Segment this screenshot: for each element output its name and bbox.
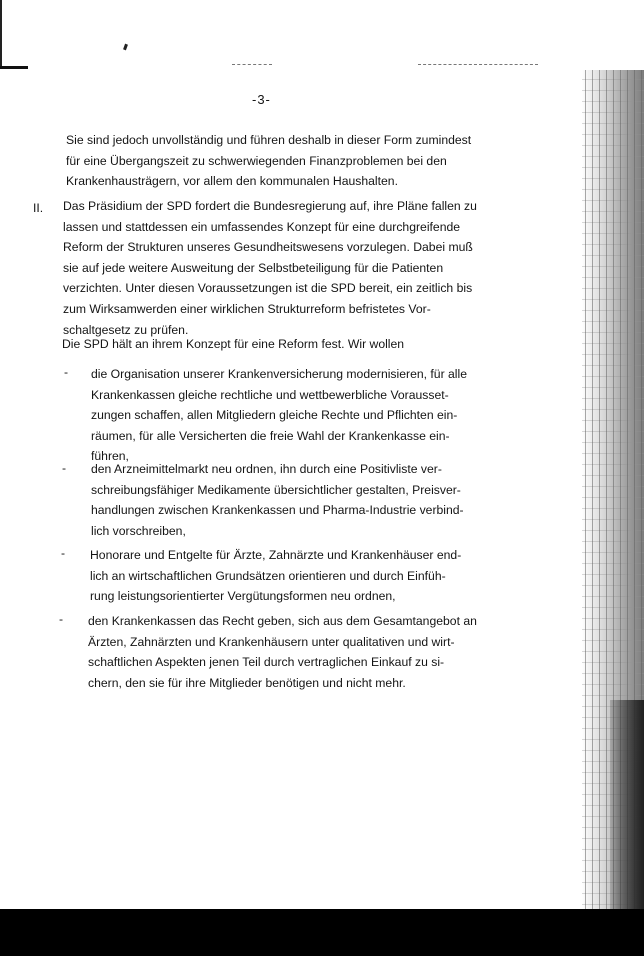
- text-line: die Organisation unserer Krankenversicherung modernisieren, für alle: [91, 367, 467, 381]
- bullet-item: [90, 545, 461, 607]
- text-line: rung leistungsorientierter Vergütungsformen neu ordnen,: [90, 589, 396, 604]
- scan-border-vertical: [0, 0, 2, 68]
- section-ii-paragraph: [63, 196, 477, 340]
- section-marker: II.: [33, 201, 44, 215]
- text-line: Krankenhausträgern, vor allem den kommunalen Haushalten.: [66, 174, 398, 189]
- scan-dash-line: [418, 64, 538, 66]
- page-number: -3-: [252, 92, 271, 107]
- text-line: den Krankenkassen das Recht geben, sich aus dem Gesamtangebot an: [88, 614, 477, 628]
- scan-border-corner: [0, 66, 28, 69]
- scan-right-edge-shadow: [610, 700, 644, 910]
- text-line: Reform der Strukturen unseres Gesundheitswesens vorzulegen. Dabei muß: [63, 240, 473, 255]
- text-line: chern, den sie für ihre Mitglieder benötigen und nicht mehr.: [88, 675, 406, 690]
- bullet-marker: -: [62, 461, 67, 475]
- scan-dash-line: [232, 64, 272, 66]
- bullet-item: [91, 364, 467, 467]
- text-line: handlungen zwischen Krankenkassen und Pharma-Industrie verbind-: [91, 503, 464, 518]
- text-line: für eine Übergangszeit zu schwerwiegenden Finanzproblemen bei den: [66, 153, 447, 168]
- lead-sentence: Die SPD hält an ihrem Konzept für eine Reform fest. Wir wollen: [62, 337, 405, 351]
- text-line: lich an wirtschaftlichen Grundsätzen orientieren und durch Einfüh-: [90, 568, 446, 583]
- text-line: den Arzneimittelmarkt neu ordnen, ihn durch eine Positivliste ver-: [91, 462, 442, 476]
- bullet-marker: -: [61, 546, 66, 560]
- text-line: Honorare und Entgelte für Ärzte, Zahnärzte und Krankenhäuser end-: [90, 548, 462, 562]
- text-line: zum Wirksamwerden einer wirklichen Strukturreform befristetes Vor-: [63, 301, 431, 316]
- text-line: sie auf jede weitere Ausweitung der Selbstbeteiligung für die Patienten: [63, 260, 444, 275]
- text-line: Ärzten, Zahnärzten und Krankenhäusern unter qualitativen und wirt-: [88, 634, 455, 649]
- bullet-marker: -: [59, 612, 64, 626]
- text-line: schreibungsfähiger Medikamente übersichtlicher gestalten, Preisver-: [91, 482, 461, 497]
- intro-paragraph: [66, 130, 471, 192]
- bullet-item: [91, 459, 464, 541]
- text-line: räumen, für alle Versicherten die freie Wahl der Krankenkasse ein-: [91, 428, 450, 443]
- text-line: lassen und stattdessen ein umfassendes Konzept für eine durchgreifende: [63, 219, 461, 234]
- text-line: Das Präsidium der SPD fordert die Bundesregierung auf, ihre Pläne fallen zu: [63, 199, 477, 213]
- scan-speck: [123, 44, 128, 51]
- bullet-marker: -: [64, 365, 69, 379]
- text-line: führen,: [91, 449, 129, 464]
- scan-bottom-band: [0, 909, 644, 956]
- text-line: zungen schaffen, allen Mitgliedern gleiche Rechte und Pflichten ein-: [91, 408, 458, 423]
- text-line: schaftlichen Aspekten jenen Teil durch vertraglichen Einkauf zu si-: [88, 655, 445, 670]
- text-line: schaltgesetz zu prüfen.: [63, 322, 189, 337]
- text-line: Sie sind jedoch unvollständig und führen deshalb in dieser Form zumindest: [66, 133, 472, 147]
- bullet-item: [88, 611, 477, 693]
- text-line: lich vorschreiben,: [91, 523, 186, 538]
- text-line: verzichten. Unter diesen Voraussetzungen ist die SPD bereit, ein zeitlich bis: [63, 281, 473, 296]
- text-line: Krankenkassen gleiche rechtliche und wettbewerbliche Vorausset-: [91, 387, 449, 402]
